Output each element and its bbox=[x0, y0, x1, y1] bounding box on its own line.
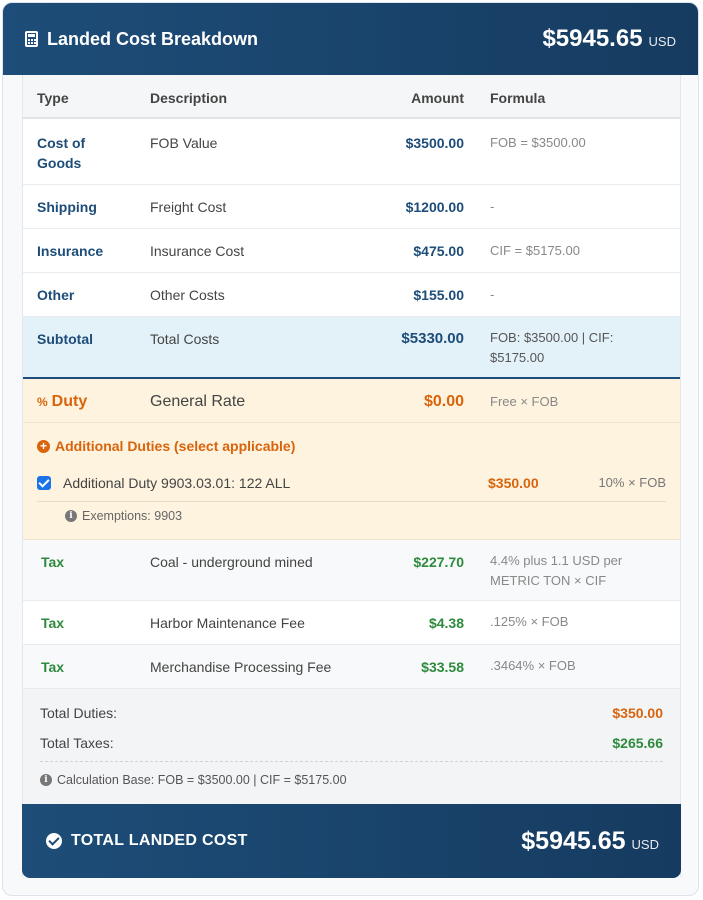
row-amount: $475.00 bbox=[413, 243, 464, 259]
row-formula: CIF = $5175.00 bbox=[490, 243, 580, 258]
landed-cost-card bbox=[2, 2, 699, 896]
row-type: Cost of Goods bbox=[37, 135, 86, 171]
total-duties-line bbox=[40, 705, 663, 721]
column-header-formula: Formula bbox=[490, 90, 546, 106]
additional-duties-title-text: Additional Duties (select applicable) bbox=[55, 438, 296, 454]
summary-divider bbox=[40, 761, 663, 762]
additional-duty-item bbox=[37, 474, 666, 502]
tax-description: Harbor Maintenance Fee bbox=[150, 615, 305, 631]
duty-amount: $0.00 bbox=[423, 393, 464, 410]
row-amount: $1200.00 bbox=[405, 199, 464, 215]
total-landed-cost-amount: $5945.65 bbox=[521, 826, 626, 855]
total-landed-cost-label: TOTAL LANDED COST bbox=[71, 832, 248, 849]
info-icon: i bbox=[65, 510, 77, 522]
row-description: Freight Cost bbox=[150, 199, 227, 215]
column-header-amount: Amount bbox=[411, 90, 464, 106]
calculator-icon bbox=[25, 31, 38, 47]
additional-duty-amount: $350.00 bbox=[488, 475, 539, 491]
duty-row bbox=[23, 379, 680, 423]
summary-section bbox=[23, 689, 680, 805]
calculation-base bbox=[40, 773, 347, 787]
tax-amount: $33.58 bbox=[421, 659, 464, 675]
additional-duty-formula: 10% × FOB bbox=[598, 475, 666, 490]
card-header bbox=[3, 3, 699, 75]
total-taxes-value: $265.66 bbox=[612, 735, 663, 751]
row-amount: $155.00 bbox=[413, 287, 464, 303]
tax-type: Tax bbox=[41, 659, 65, 675]
tax-formula: 4.4% plus 1.1 USD per METRIC TON × CIF bbox=[490, 553, 623, 588]
additional-duty-checkbox[interactable] bbox=[37, 476, 51, 490]
tax-row bbox=[23, 540, 680, 601]
percent-icon: % bbox=[37, 395, 48, 409]
row-formula: FOB = $3500.00 bbox=[490, 135, 586, 150]
column-header-description: Description bbox=[150, 90, 228, 106]
table-row bbox=[23, 273, 680, 317]
subtotal-amount: $5330.00 bbox=[401, 330, 464, 347]
tax-type: Tax bbox=[41, 554, 65, 570]
row-type: Shipping bbox=[37, 199, 97, 215]
duty-type bbox=[37, 392, 137, 412]
row-description: FOB Value bbox=[150, 135, 218, 151]
row-type: Insurance bbox=[37, 243, 104, 259]
tax-formula: .3464% × FOB bbox=[490, 658, 576, 673]
row-description: Insurance Cost bbox=[150, 243, 245, 259]
card-title-text: Landed Cost Breakdown bbox=[47, 28, 259, 49]
tax-amount: $227.70 bbox=[413, 554, 464, 570]
table-row bbox=[23, 185, 680, 229]
tax-row bbox=[23, 645, 680, 689]
subtotal-row bbox=[23, 317, 680, 379]
tax-type: Tax bbox=[41, 615, 65, 631]
table-row bbox=[23, 119, 680, 185]
exemptions-note bbox=[65, 509, 182, 523]
total-taxes-label: Total Taxes: bbox=[40, 735, 114, 751]
subtotal-formula: FOB: $3500.00 | CIF: $5175.00 bbox=[490, 330, 614, 365]
table-header bbox=[23, 75, 680, 119]
total-taxes-line bbox=[40, 735, 663, 751]
subtotal-label: Subtotal bbox=[37, 331, 93, 347]
additional-duty-label[interactable]: Additional Duty 9903.03.01: 122 ALL bbox=[63, 475, 291, 491]
tax-row bbox=[23, 601, 680, 645]
total-duties-label: Total Duties: bbox=[40, 705, 118, 721]
total-duties-value: $350.00 bbox=[612, 705, 663, 721]
row-description: Other Costs bbox=[150, 287, 225, 303]
row-type: Other bbox=[37, 287, 75, 303]
header-total bbox=[542, 25, 676, 53]
tax-description: Merchandise Processing Fee bbox=[150, 659, 332, 675]
subtotal-description: Total Costs bbox=[150, 331, 220, 347]
column-header-type: Type bbox=[37, 90, 69, 106]
duty-formula: Free × FOB bbox=[490, 394, 559, 409]
check-circle-icon bbox=[46, 833, 62, 849]
additional-duties-title bbox=[37, 438, 295, 454]
table-row bbox=[23, 229, 680, 273]
header-total-currency: USD bbox=[648, 34, 676, 49]
plus-circle-icon: + bbox=[37, 440, 50, 453]
exemptions-text: Exemptions: 9903 bbox=[82, 509, 183, 523]
duty-type-label: Duty bbox=[51, 393, 88, 410]
tax-description: Coal - underground mined bbox=[150, 554, 313, 570]
tax-amount: $4.38 bbox=[428, 615, 464, 631]
total-landed-cost bbox=[521, 827, 659, 856]
row-amount: $3500.00 bbox=[405, 135, 464, 151]
cost-table bbox=[22, 75, 681, 877]
total-landed-cost-currency: USD bbox=[631, 836, 659, 852]
info-icon: i bbox=[40, 774, 52, 786]
calculation-base-text: Calculation Base: FOB = $3500.00 | CIF = $5175.00 bbox=[57, 773, 347, 787]
duty-section bbox=[23, 379, 680, 540]
total-landed-cost-bar bbox=[22, 804, 681, 878]
duty-description: General Rate bbox=[150, 393, 246, 410]
row-formula: - bbox=[490, 287, 495, 302]
card-title bbox=[25, 29, 258, 50]
header-total-amount: $5945.65 bbox=[542, 25, 643, 52]
tax-formula: .125% × FOB bbox=[490, 614, 569, 629]
row-formula: - bbox=[490, 199, 495, 214]
